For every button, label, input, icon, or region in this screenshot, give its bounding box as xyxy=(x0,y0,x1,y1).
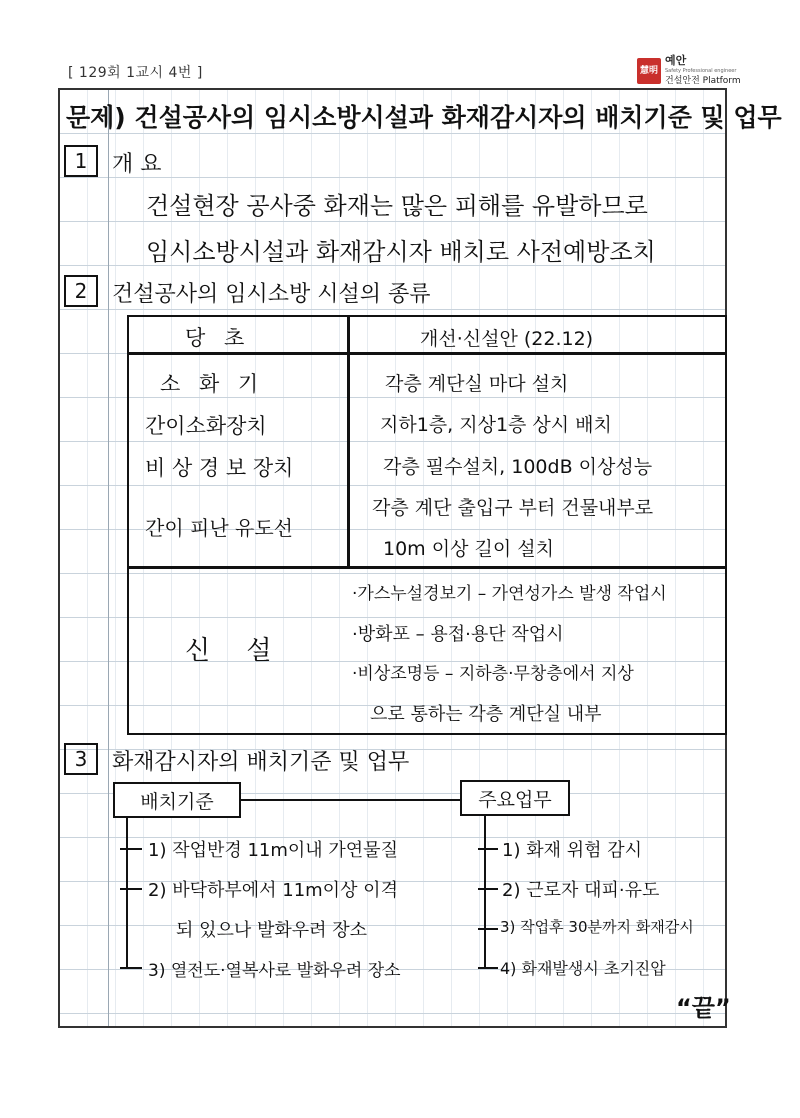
logo-tagline: Safety Professional engineer xyxy=(665,68,737,74)
left-tree-branch-2 xyxy=(120,888,142,890)
right-tree-branch-4 xyxy=(478,967,498,969)
item-3: 비 상 경 보 장치 xyxy=(145,456,294,480)
right-tree-trunk xyxy=(484,816,486,968)
detail-4: 각층 계단 출입구 부터 건물내부로 xyxy=(372,497,654,519)
new-item-3: ·비상조명등 – 지하층·무창층에서 지상 xyxy=(352,664,634,684)
placement-criteria-box: 배치기준 xyxy=(113,782,241,818)
criteria-3: 3) 열전도·열복사로 발화우려 장소 xyxy=(148,961,401,981)
section2-number: 2 xyxy=(64,275,98,307)
detail-5: 10m 이상 길이 설치 xyxy=(383,538,554,560)
box-connector xyxy=(241,799,460,801)
criteria-2-cont: 되 있으나 발화우려 장소 xyxy=(176,920,368,941)
question-title: 문제) 건설공사의 임시소방시설과 화재감시자의 배치기준 및 업무 xyxy=(66,103,782,132)
section3-number: 3 xyxy=(64,743,98,775)
end-mark: “끝” xyxy=(676,994,731,1022)
col2-header: 개선·신설안 (22.12) xyxy=(420,328,594,350)
item-1: 소 화 기 xyxy=(160,372,265,396)
main-duties-box: 주요업무 xyxy=(460,780,570,816)
left-tree-branch-3 xyxy=(120,967,142,969)
left-tree-trunk xyxy=(126,818,128,968)
criteria-2: 2) 바닥하부에서 11m이상 이격 xyxy=(148,880,398,901)
right-tree-branch-2 xyxy=(478,888,498,890)
section1-line-1: 건설현장 공사중 화재는 많은 피해를 유발하므로 xyxy=(146,192,648,220)
section1-heading: 개 요 xyxy=(112,152,162,177)
section1-number: 1 xyxy=(64,145,98,177)
detail-1: 각층 계단실 마다 설치 xyxy=(385,373,569,395)
detail-3: 각층 필수설치, 100dB 이상성능 xyxy=(383,456,653,478)
logo-platform: 건설안전 Platform xyxy=(665,76,741,86)
header-label: [ 129회 1교시 4번 ] xyxy=(68,65,203,81)
logo-name: 예안 xyxy=(665,54,687,67)
brand-logo xyxy=(637,56,741,86)
table-section-rule xyxy=(127,566,727,569)
table-header-rule xyxy=(127,352,727,355)
margin-line xyxy=(108,90,109,1026)
new-item-4: 으로 통하는 각층 계단실 내부 xyxy=(370,704,602,725)
logo-mark: 慧明 xyxy=(637,58,661,84)
detail-2: 지하1층, 지상1층 상시 배치 xyxy=(380,414,612,436)
right-tree-branch-1 xyxy=(478,848,498,850)
criteria-1: 1) 작업반경 11m이내 가연물질 xyxy=(148,840,398,861)
section2-heading: 건설공사의 임시소방 시설의 종류 xyxy=(112,282,431,307)
duty-2: 2) 근로자 대피·유도 xyxy=(502,880,660,901)
section1-line-2: 임시소방시설과 화재감시자 배치로 사전예방조치 xyxy=(146,238,656,266)
item-2: 간이소화장치 xyxy=(145,414,267,438)
new-item-1: ·가스누설경보기 – 가연성가스 발생 작업시 xyxy=(352,584,667,604)
duty-3: 3) 작업후 30분까지 화재감시 xyxy=(500,918,694,936)
duty-4: 4) 화재발생시 초기진압 xyxy=(500,959,666,978)
left-tree-branch-1 xyxy=(120,848,142,850)
item-4: 간이 피난 유도선 xyxy=(145,516,293,540)
col1-header: 당 초 xyxy=(185,326,251,350)
duty-1: 1) 화재 위험 감시 xyxy=(502,840,642,861)
new-label: 신 설 xyxy=(185,636,286,666)
right-tree-branch-3 xyxy=(478,928,498,930)
section3-heading: 화재감시자의 배치기준 및 업무 xyxy=(112,750,410,775)
new-item-2: ·방화포 – 용접·용단 작업시 xyxy=(352,624,564,645)
